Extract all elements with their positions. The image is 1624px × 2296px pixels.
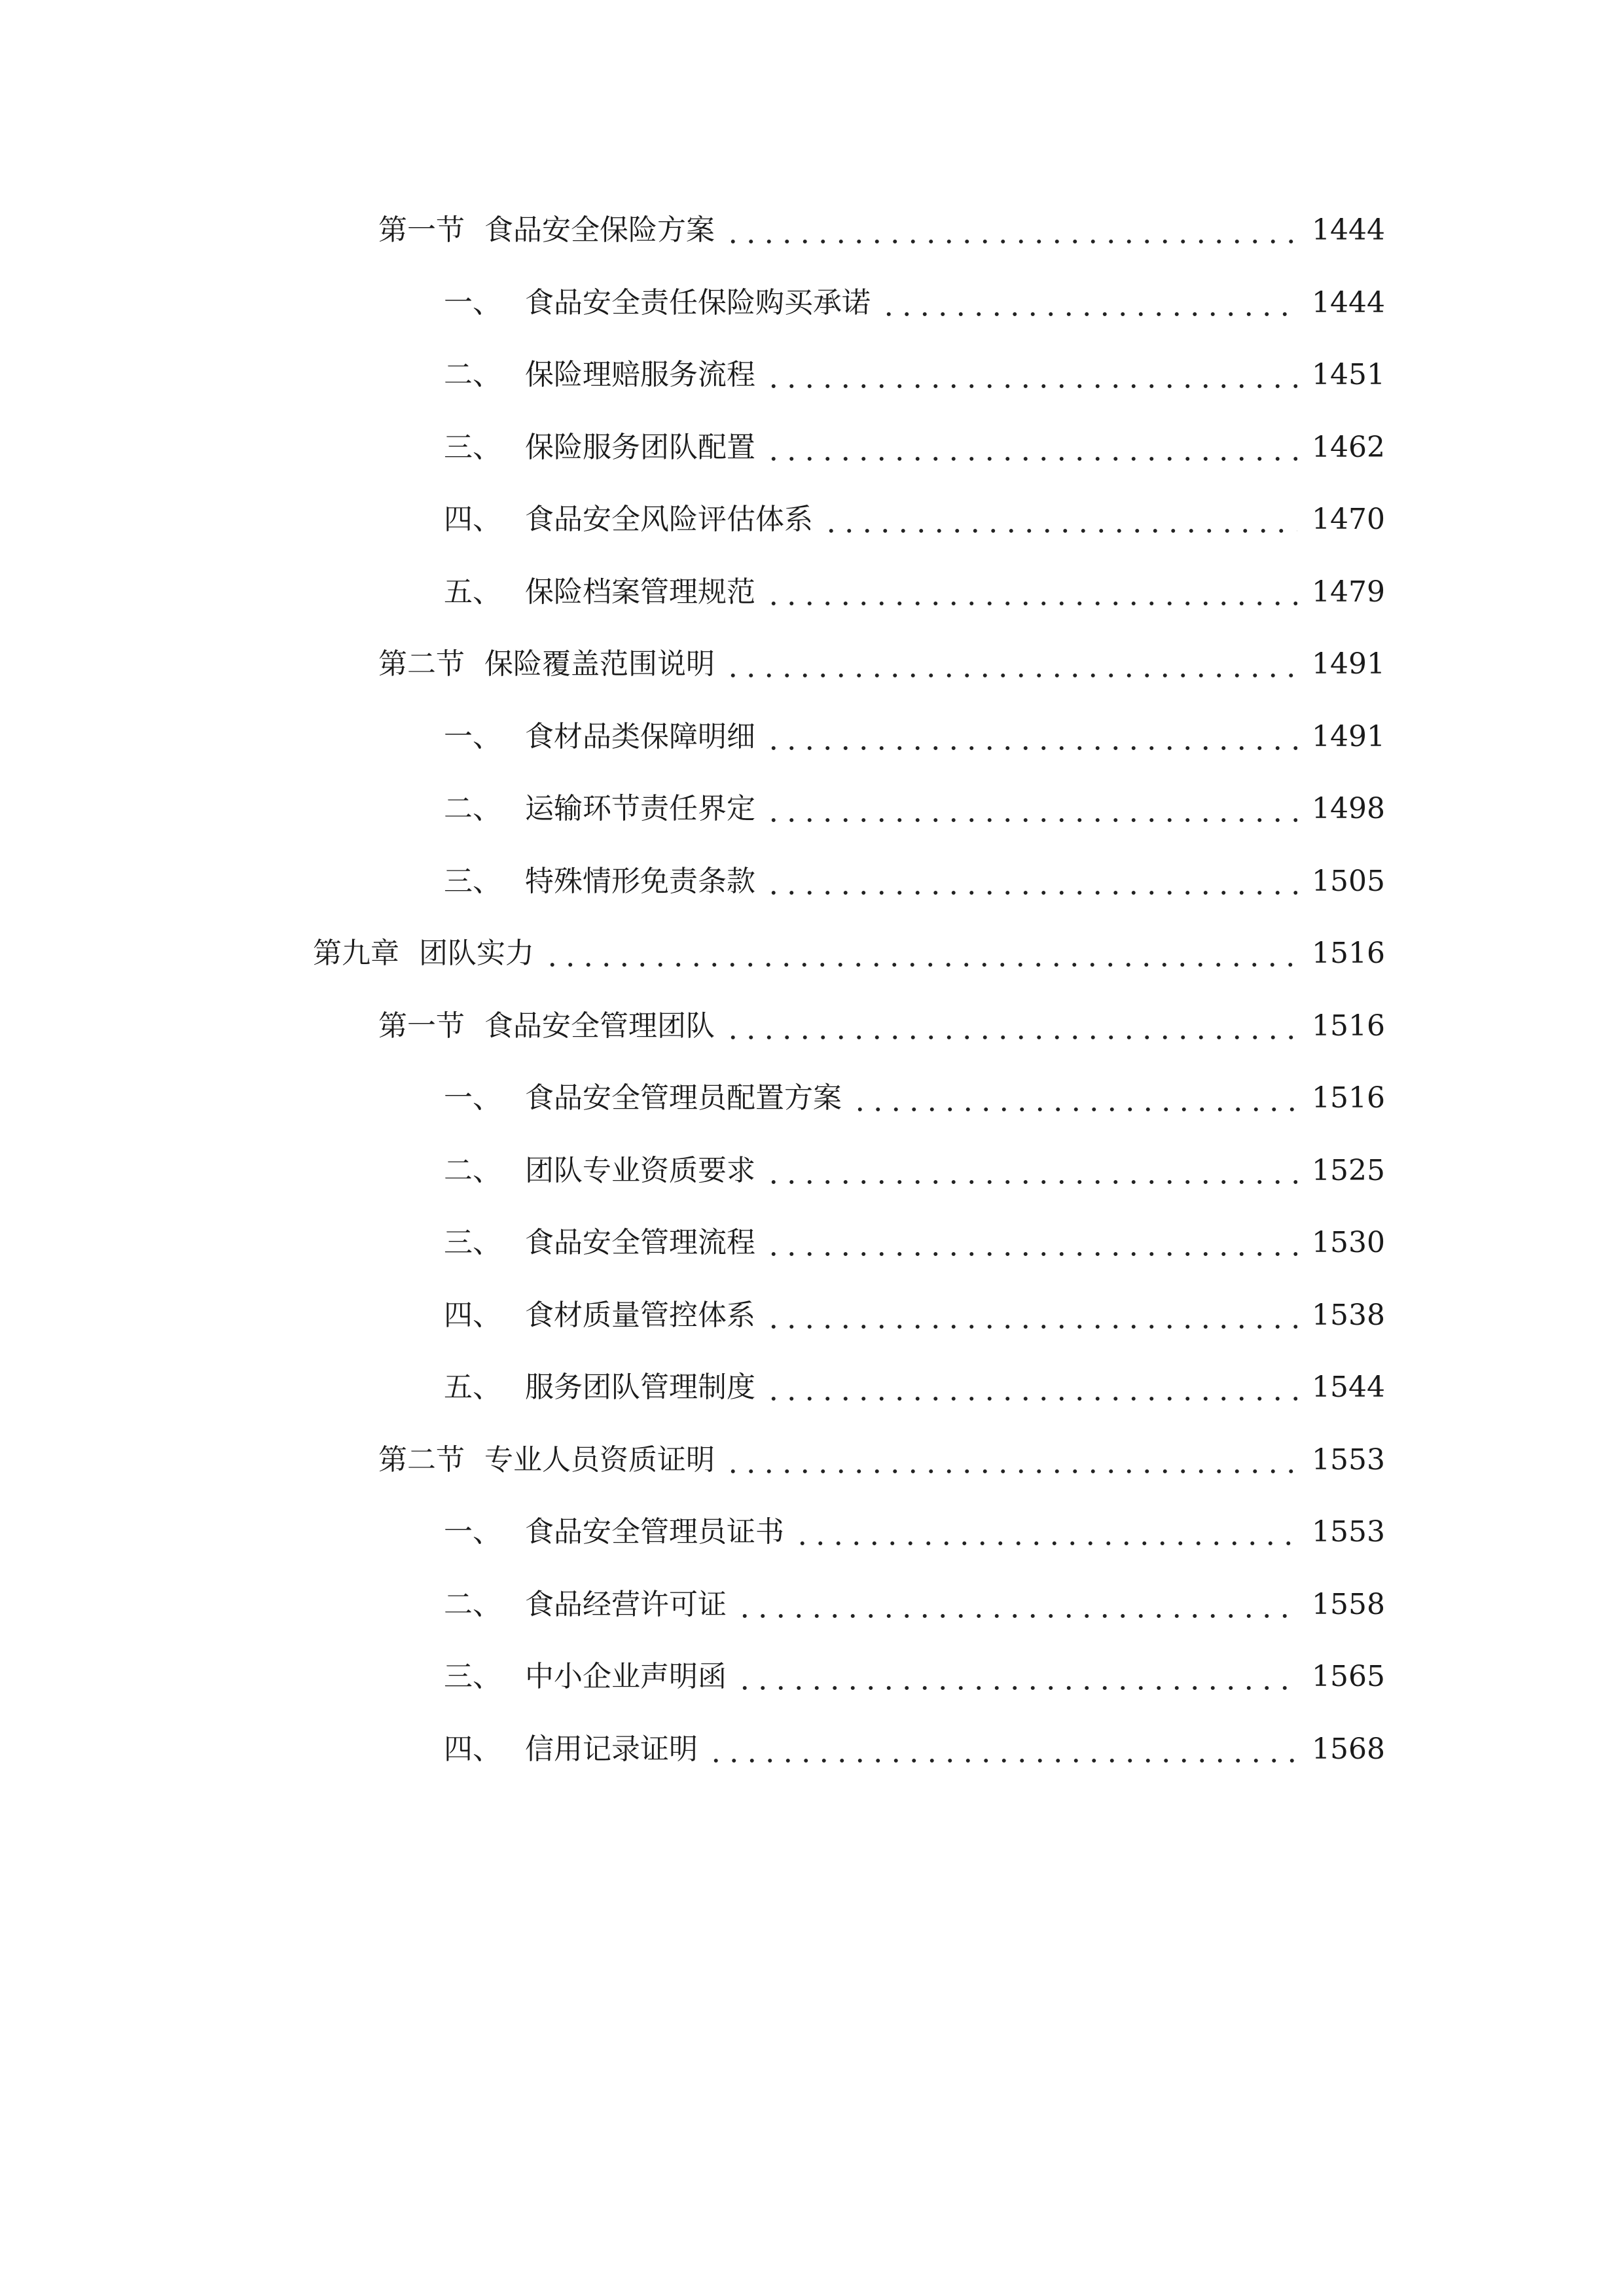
toc-entry-level-2[interactable] <box>0 194 1624 267</box>
toc-entry-number: 第二节 <box>378 647 465 681</box>
toc-entry-title: 食材品类保障明细 <box>525 719 755 753</box>
toc-entry-title: 食材质量管控体系 <box>525 1298 755 1332</box>
toc-dot-leader <box>851 1079 1297 1118</box>
toc-entry-level-1[interactable] <box>0 918 1624 990</box>
toc-page-number: 1565 <box>1312 1660 1385 1694</box>
toc-dot-leader <box>736 1657 1297 1696</box>
toc-dot-leader <box>765 717 1297 757</box>
toc-page-number: 1444 <box>1312 213 1385 247</box>
toc-entry-number: 第一节 <box>378 213 465 247</box>
toc-dot-leader <box>822 500 1297 539</box>
toc-entry-number: 第九章 <box>313 937 399 971</box>
toc-entry-number: 二、 <box>444 1153 501 1187</box>
toc-entry-level-3[interactable] <box>0 1569 1624 1641</box>
toc-entry-level-3[interactable] <box>0 1207 1624 1280</box>
toc-entry-title: 食品安全管理流程 <box>525 1226 755 1260</box>
toc-entry-number: 三、 <box>444 1660 501 1694</box>
toc-entry-title: 保险档案管理规范 <box>525 575 755 609</box>
toc-entry-level-3[interactable] <box>0 1641 1624 1713</box>
toc-page-number: 1491 <box>1312 647 1385 681</box>
toc-entry-title: 食品安全管理员配置方案 <box>525 1081 842 1115</box>
toc-page-number: 1505 <box>1312 864 1385 898</box>
toc-entry-title: 专业人员资质证明 <box>484 1443 715 1477</box>
toc-entry-title: 保险理赔服务流程 <box>525 358 755 392</box>
toc-dot-leader <box>736 1585 1297 1624</box>
toc-page-number: 1538 <box>1312 1298 1385 1332</box>
toc-page-number: 1462 <box>1312 430 1385 464</box>
toc-dot-leader <box>765 573 1297 612</box>
toc-dot-leader <box>765 1151 1297 1191</box>
toc-entry-level-3[interactable] <box>0 701 1624 774</box>
toc-entry-level-3[interactable] <box>0 1713 1624 1786</box>
toc-dot-leader <box>765 428 1297 467</box>
toc-page-number: 1516 <box>1312 1009 1385 1043</box>
toc-dot-leader <box>880 283 1297 323</box>
toc-entry-number: 第一节 <box>378 1009 465 1043</box>
toc-dot-leader <box>707 1730 1297 1769</box>
toc-entry-number: 三、 <box>444 1226 501 1260</box>
toc-entry-number: 一、 <box>444 1081 501 1115</box>
toc-entry-level-3[interactable] <box>0 267 1624 340</box>
toc-entry-number: 三、 <box>444 864 501 898</box>
toc-page-number: 1544 <box>1312 1371 1385 1405</box>
toc-dot-leader <box>724 645 1297 684</box>
toc-entry-number: 四、 <box>444 1298 501 1332</box>
toc-entry-title: 中小企业声明函 <box>525 1660 727 1694</box>
toc-entry-level-3[interactable] <box>0 1135 1624 1208</box>
toc-page-number: 1525 <box>1312 1153 1385 1187</box>
toc-entry-title: 食品安全管理员证书 <box>525 1515 784 1549</box>
toc-dot-leader <box>724 1007 1297 1046</box>
toc-entry-level-2[interactable] <box>0 990 1624 1063</box>
toc-dot-leader <box>765 1296 1297 1335</box>
toc-entry-number: 二、 <box>444 1587 501 1621</box>
toc-entry-level-3[interactable] <box>0 1062 1624 1135</box>
toc-entry-level-3[interactable] <box>0 556 1624 629</box>
toc-entry-number: 一、 <box>444 285 501 319</box>
toc-page-number: 1553 <box>1312 1515 1385 1549</box>
toc-page-number: 1516 <box>1312 937 1385 971</box>
toc-entry-number: 二、 <box>444 358 501 392</box>
toc-entry-title: 服务团队管理制度 <box>525 1371 755 1405</box>
toc-entry-title: 运输环节责任界定 <box>525 792 755 826</box>
toc-entry-number: 四、 <box>444 1732 501 1766</box>
toc-dot-leader <box>724 211 1297 250</box>
toc-entry-level-3[interactable] <box>0 846 1624 918</box>
toc-dot-leader <box>765 789 1297 829</box>
toc-page-number: 1516 <box>1312 1081 1385 1115</box>
toc-dot-leader <box>724 1441 1297 1480</box>
table-of-contents <box>0 194 1624 1785</box>
toc-dot-leader <box>765 1223 1297 1263</box>
toc-dot-leader <box>765 355 1297 395</box>
toc-entry-level-2[interactable] <box>0 628 1624 701</box>
toc-entry-number: 一、 <box>444 719 501 753</box>
toc-page-number: 1568 <box>1312 1732 1385 1766</box>
toc-entry-level-3[interactable] <box>0 339 1624 412</box>
toc-entry-number: 四、 <box>444 503 501 537</box>
toc-page-number: 1444 <box>1312 285 1385 319</box>
toc-entry-title: 保险服务团队配置 <box>525 430 755 464</box>
toc-dot-leader <box>793 1513 1297 1552</box>
toc-entry-number: 二、 <box>444 792 501 826</box>
toc-page-number: 1553 <box>1312 1443 1385 1477</box>
toc-dot-leader <box>765 862 1297 901</box>
toc-dot-leader <box>765 1368 1297 1407</box>
toc-entry-level-3[interactable] <box>0 1496 1624 1569</box>
toc-entry-level-2[interactable] <box>0 1424 1624 1497</box>
toc-entry-title: 团队实力 <box>419 937 534 971</box>
toc-entry-title: 特殊情形免责条款 <box>525 864 755 898</box>
toc-page-number: 1451 <box>1312 358 1385 392</box>
toc-entry-number: 五、 <box>444 1371 501 1405</box>
toc-entry-title: 信用记录证明 <box>525 1732 698 1766</box>
toc-entry-title: 保险覆盖范围说明 <box>484 647 715 681</box>
toc-entry-level-3[interactable] <box>0 484 1624 556</box>
toc-entry-title: 食品安全保险方案 <box>484 213 715 247</box>
toc-entry-title: 食品经营许可证 <box>525 1587 727 1621</box>
toc-page-number: 1470 <box>1312 503 1385 537</box>
toc-entry-number: 第二节 <box>378 1443 465 1477</box>
toc-entry-number: 三、 <box>444 430 501 464</box>
toc-page-number: 1498 <box>1312 792 1385 826</box>
toc-dot-leader <box>543 934 1297 973</box>
toc-entry-title: 食品安全风险评估体系 <box>525 503 813 537</box>
toc-page-number: 1491 <box>1312 719 1385 753</box>
toc-entry-level-3[interactable] <box>0 773 1624 846</box>
toc-entry-title: 食品安全责任保险购买承诺 <box>525 285 871 319</box>
toc-entry-level-3[interactable] <box>0 1352 1624 1424</box>
toc-entry-number: 一、 <box>444 1515 501 1549</box>
toc-page-number: 1558 <box>1312 1587 1385 1621</box>
toc-entry-level-3[interactable] <box>0 1280 1624 1352</box>
toc-entry-number: 五、 <box>444 575 501 609</box>
toc-page-number: 1479 <box>1312 575 1385 609</box>
toc-entry-title: 食品安全管理团队 <box>484 1009 715 1043</box>
toc-entry-title: 团队专业资质要求 <box>525 1153 755 1187</box>
toc-page-number: 1530 <box>1312 1226 1385 1260</box>
toc-entry-level-3[interactable] <box>0 412 1624 484</box>
